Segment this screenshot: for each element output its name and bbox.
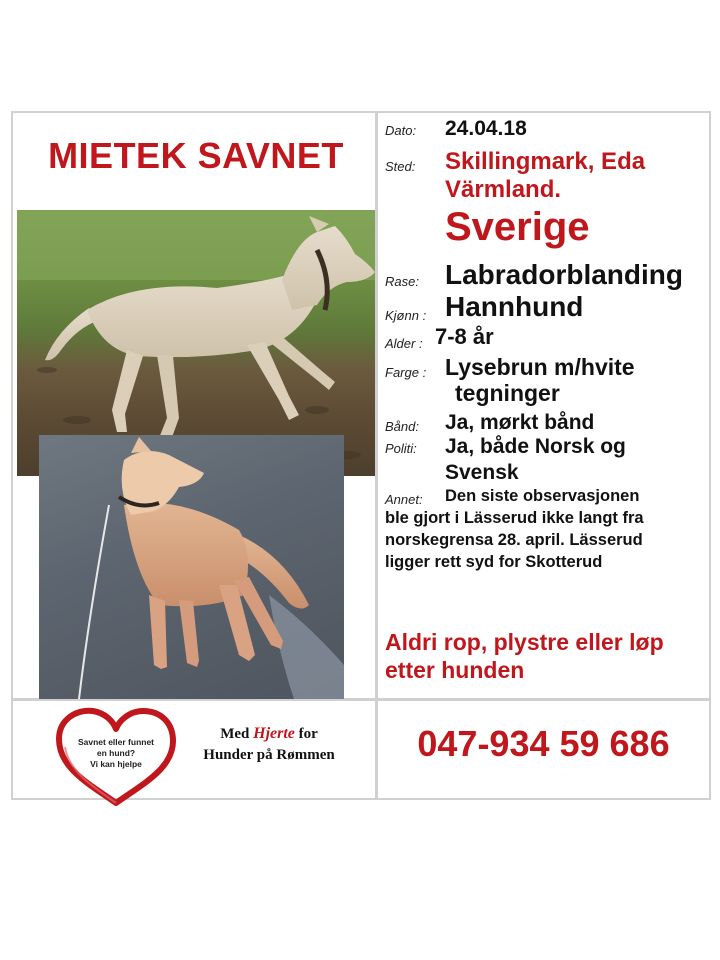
farge-line1: Lysebrun m/hvite xyxy=(445,354,635,380)
alder-label: Alder : xyxy=(385,336,423,351)
poster-title: MIETEK SAVNET xyxy=(48,135,344,176)
sted-line1: Skillingmark, Eda xyxy=(445,148,646,175)
org-for: for xyxy=(298,726,318,742)
rase-value: Labradorblanding xyxy=(445,259,683,290)
warning-message xyxy=(385,629,705,684)
dato-label: Dato: xyxy=(385,123,417,138)
sted-line2: Värmland. xyxy=(445,176,562,203)
politi-line2: Svensk xyxy=(445,461,519,484)
warning-line2: etter hunden xyxy=(385,656,525,683)
dog-photo-standing xyxy=(39,435,344,699)
missing-dog-poster xyxy=(11,111,709,798)
politi-line1: Ja, både Norsk og xyxy=(445,435,626,458)
warning-line1: Aldri rop, plystre eller løp xyxy=(385,629,664,655)
band-label: Bånd: xyxy=(385,419,419,434)
kjonn-value: Hannhund xyxy=(445,291,584,322)
logo-text-1: Savnet eller funnet xyxy=(77,737,155,747)
sted-country: Sverige xyxy=(445,205,590,249)
org-line2: Hunder på Rømmen xyxy=(203,746,335,763)
dog-details xyxy=(385,111,709,697)
band-value: Ja, mørkt bånd xyxy=(445,411,595,434)
annet-label: Annet: xyxy=(385,492,423,507)
organization-name xyxy=(189,723,349,765)
logo-text-2: en hund? xyxy=(96,748,136,758)
annet-line3: norskegrensa 28. april. Lässerud xyxy=(385,531,643,549)
org-hjerte: Hjerte xyxy=(253,725,295,742)
dato-value: 24.04.18 xyxy=(445,117,527,140)
farge-label: Farge : xyxy=(385,365,427,380)
annet-line4: ligger rett syd for Skotterud xyxy=(385,553,603,571)
farge-line2: tegninger xyxy=(455,380,560,406)
kjonn-label: Kjønn : xyxy=(385,308,427,323)
alder-value: 7-8 år xyxy=(435,324,494,349)
heart-logo xyxy=(51,707,181,807)
annet-line1: Den siste observasjonen xyxy=(445,487,640,505)
logo-text-3: Vi kan hjelpe xyxy=(90,759,142,769)
annet-line2: ble gjort i Lässerud ikke langt fra xyxy=(385,509,644,527)
phone-number: 047-934 59 686 xyxy=(417,723,670,764)
vertical-divider xyxy=(375,111,378,798)
heart-icon xyxy=(51,707,181,807)
sted-label: Sted: xyxy=(385,159,416,174)
org-med: Med xyxy=(220,726,250,742)
politi-label: Politi: xyxy=(385,441,417,456)
rase-label: Rase: xyxy=(385,274,419,289)
